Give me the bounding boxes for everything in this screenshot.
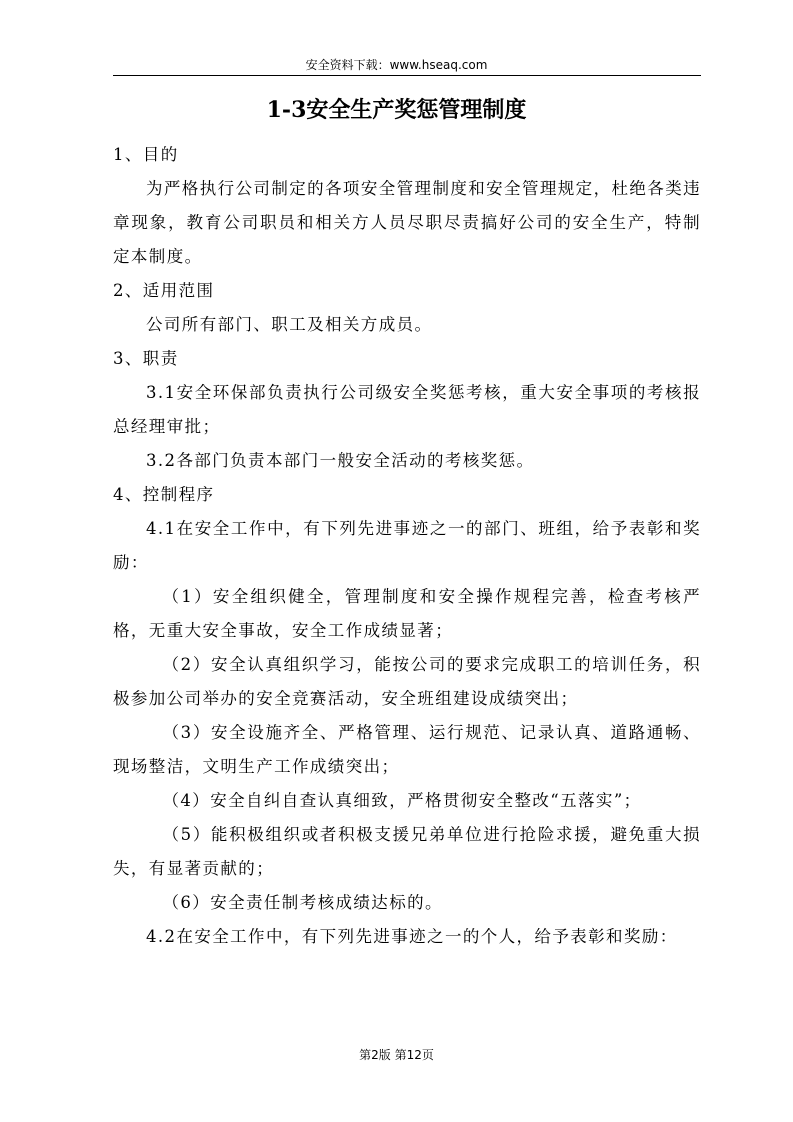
paragraph-procedure-4-2: 4.2在安全工作中，有下列先进事迹之一的个人，给予表彰和奖励： [146, 927, 678, 946]
paragraph-purpose: 为严格执行公司制定的各项安全管理制度和安全管理规定，杜绝各类违章现象，教育公司职员和相关方人员尽职尽责搞好公司的安全生产，特制定本制度。 [113, 179, 701, 266]
section-heading-duty: 3、职责 [113, 349, 179, 368]
list-item: （4）安全自纠自查认真细致，严格贯彻安全整改“五落实”； [162, 791, 642, 810]
list-item: （6）安全责任制考核成绩达标的。 [162, 893, 443, 912]
paragraph-duty-3-2: 3.2各部门负责本部门一般安全活动的考核奖惩。 [146, 451, 535, 470]
paragraph-procedure-4-1: 4.1在安全工作中，有下列先进事迹之一的部门、班组，给予表彰和奖励： [113, 519, 701, 572]
header-divider [113, 75, 701, 76]
paragraph-duty-3-1: 3.1安全环保部负责执行公司级安全奖惩考核，重大安全事项的考核报总经理审批； [113, 383, 701, 436]
list-item: （5）能积极组织或者积极支援兄弟单位进行抢险求援，避免重大损失，有显著贡献的； [113, 825, 701, 878]
section-heading-scope: 2、适用范围 [113, 281, 215, 300]
document-title: 1-3安全生产奖惩管理制度 [266, 97, 527, 123]
list-item: （3）安全设施齐全、严格管理、运行规范、记录认真、道路通畅、现场整洁，文明生产工作成绩突出； [113, 723, 701, 776]
paragraph-scope: 公司所有部门、职工及相关方成员。 [146, 315, 433, 334]
list-item: （1）安全组织健全，管理制度和安全操作规程完善，检查考核严格，无重大安全事故，安全工作成绩显著； [113, 587, 701, 640]
page-footer: 第2版 第12页 [359, 1048, 434, 1062]
section-heading-procedure: 4、控制程序 [113, 485, 215, 504]
section-heading-purpose: 1、目的 [113, 145, 179, 164]
list-item: （2）安全认真组织学习，能按公司的要求完成职工的培训任务，积极参加公司举办的安全竞赛活动，安全班组建设成绩突出； [113, 655, 701, 708]
page-header: 安全资料下载：www.hseaq.com [305, 58, 488, 72]
document-body [113, 138, 701, 954]
